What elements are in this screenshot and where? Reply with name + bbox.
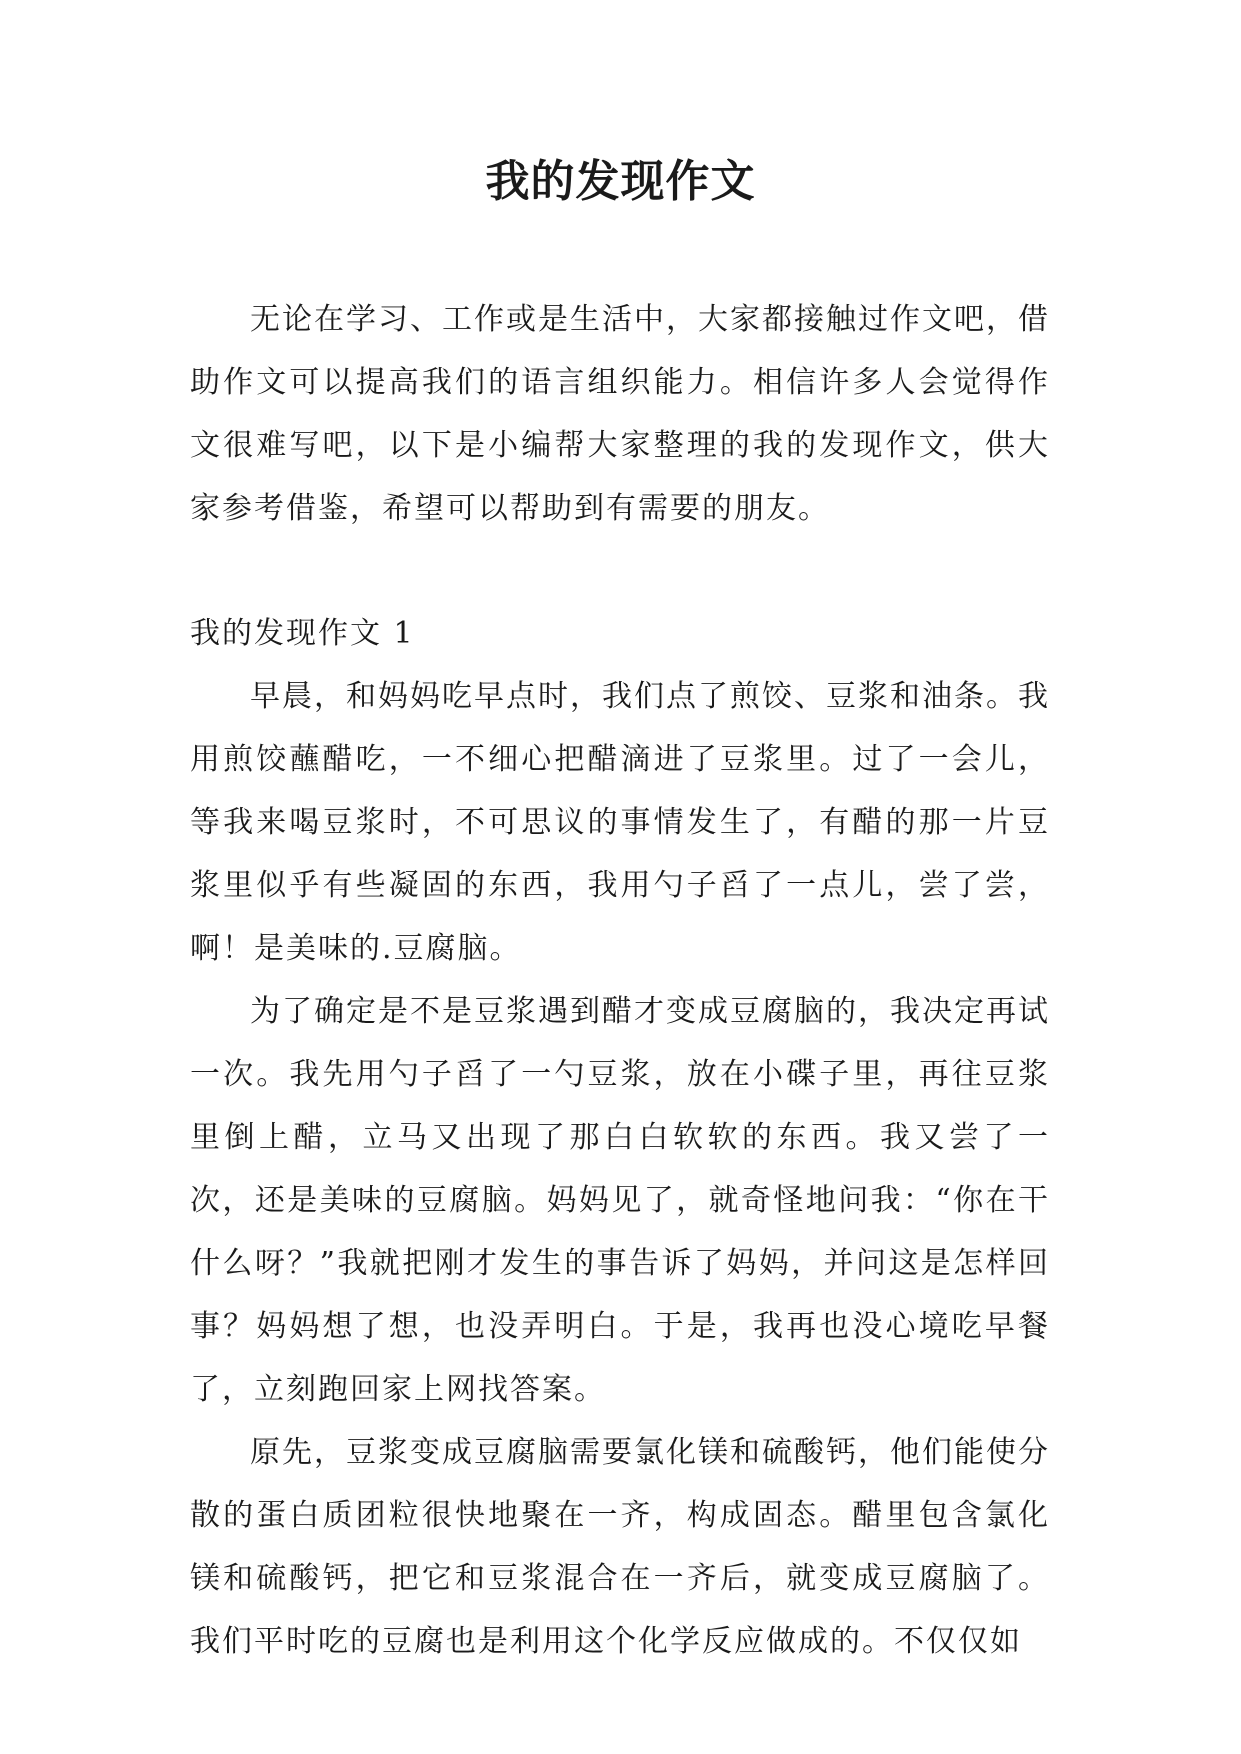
body-paragraph: 原先，豆浆变成豆腐脑需要氯化镁和硫酸钙，他们能使分散的蛋白质团粒很快地聚在一齐，构成固态。醋里包含氯化镁和硫酸钙，把它和豆浆混合在一齐后，就变成豆腐脑了。我们平时吃的豆腐也是利用这个化学反应做成的。不仅仅如 [190, 1435, 1050, 1659]
intro-paragraph: 无论在学习、工作或是生活中，大家都接触过作文吧，借助作文可以提高我们的语言组织能力。相信许多人会觉得作文很难写吧，以下是小编帮大家整理的我的发现作文，供大家参考借鉴，希望可以帮助到有需要的朋友。 [190, 302, 1050, 526]
document-body [190, 288, 1050, 1673]
body-paragraph: 早晨，和妈妈吃早点时，我们点了煎饺、豆浆和油条。我用煎饺蘸醋吃，一不细心把醋滴进了豆浆里。过了一会儿，等我来喝豆浆时，不可思议的事情发生了，有醋的那一片豆浆里似乎有些凝固的东西，我用勺子舀了一点儿，尝了尝，啊！是美味的.豆腐脑。 [190, 679, 1050, 966]
document-title: 我的发现作文 [485, 156, 756, 207]
section-heading: 我的发现作文 1 [190, 616, 415, 651]
body-paragraph: 为了确定是不是豆浆遇到醋才变成豆腐脑的，我决定再试一次。我先用勺子舀了一勺豆浆，放在小碟子里，再往豆浆里倒上醋，立马又出现了那白白软软的东西。我又尝了一次，还是美味的豆腐脑。妈妈见了，就奇怪地问我：“你在干什么呀？”我就把刚才发生的事告诉了妈妈，并问这是怎样回事？妈妈想了想，也没弄明白。于是，我再也没心境吃早餐了，立刻跑回家上网找答案。 [190, 994, 1050, 1407]
